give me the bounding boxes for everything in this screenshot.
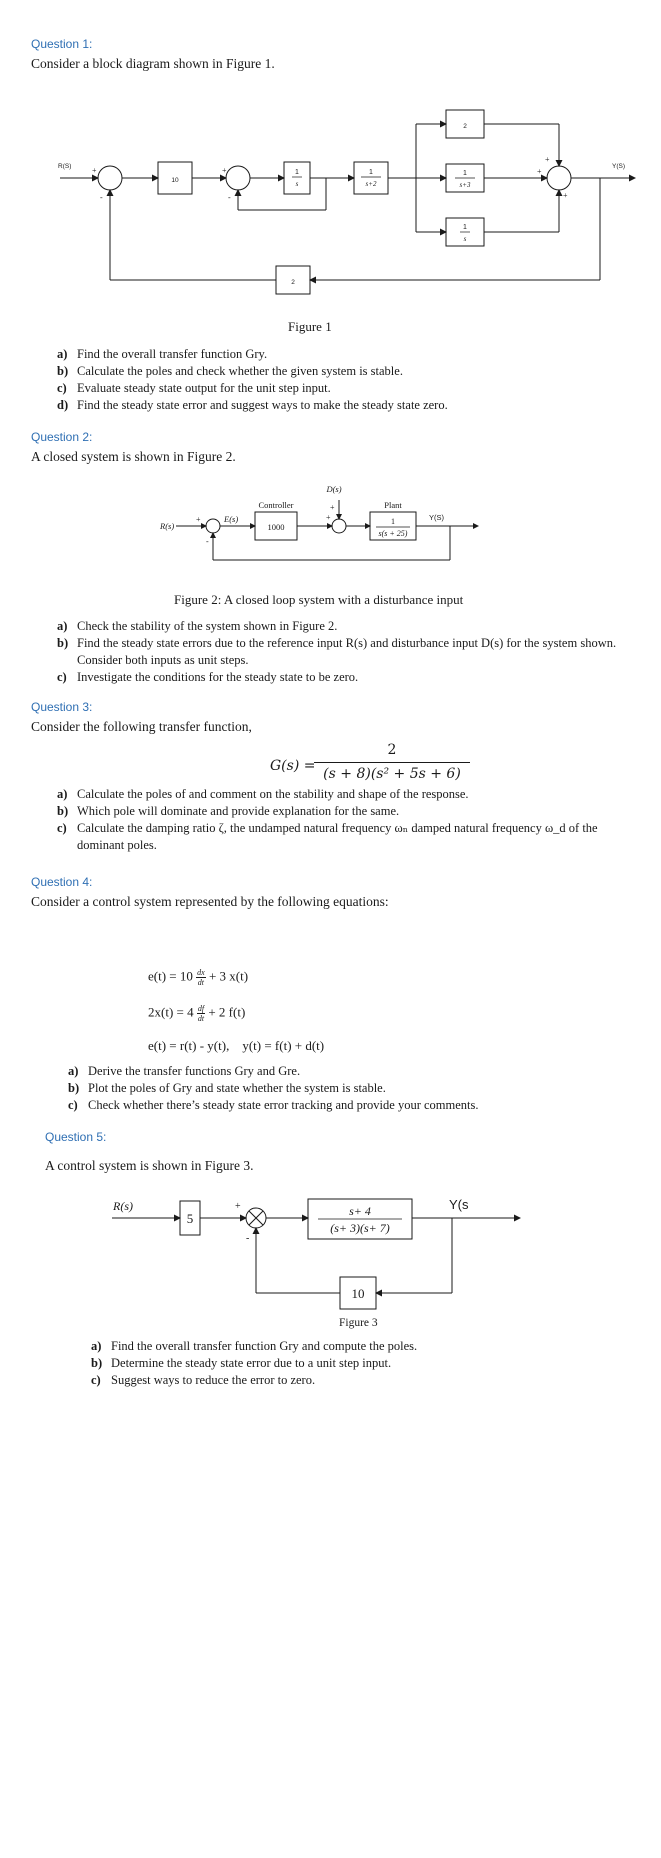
fig1-j2-plus: +	[222, 166, 227, 175]
fig2-plant-den: s(s + 25)	[378, 529, 408, 538]
q4-part-c: c) Check whether there’s steady state error tracking and provide your comments.	[68, 1098, 479, 1112]
q2-part-b: b) Find the steady state errors due to the reference input R(s) and disturbance input D(s) for the system shown. Consider both inputs as unit steps.	[57, 636, 617, 667]
fig1-int-den: s	[295, 180, 299, 188]
summing-junction-1	[98, 166, 122, 190]
fig3-output-label: Y(s	[449, 1197, 469, 1212]
fig2-error-label: E(s)	[224, 514, 239, 524]
figure-2-block-diagram	[0, 470, 661, 580]
figure-1-caption: Figure 1	[288, 319, 332, 334]
question-1-parts	[57, 346, 637, 414]
fig3-plus: +	[235, 1201, 241, 1212]
question-2-intro: A closed system is shown in Figure 2.	[31, 449, 236, 464]
fig1-top-gain: 2	[463, 123, 467, 130]
question-3-parts	[57, 786, 637, 854]
block-plant	[354, 162, 388, 194]
question-5-parts	[91, 1338, 641, 1389]
fig1-mid-den: s+3	[459, 181, 471, 189]
question-4-equation-2: 2x(t) = 4 $\frac{df}{dt}$ + 2 f(t)	[148, 1004, 246, 1023]
fig2-disturbance-label: D(s)	[326, 484, 342, 494]
tf-fraction-bar	[314, 762, 470, 763]
q3-part-c: c) Calculate the damping ratio ζ, the undamped natural frequency ωₙ damped natural frequency ω_d of the dominant poles.	[57, 821, 598, 852]
fig3-feedback-gain: 10	[351, 1286, 365, 1301]
fig2-summing-junction-2	[332, 519, 346, 533]
q1-part-a: a) Find the overall transfer function Gry.	[57, 347, 268, 361]
q5-part-c: c) Suggest ways to reduce the error to zero.	[91, 1373, 316, 1387]
question-2-heading: Question 2:	[31, 430, 93, 444]
fig2-controller-gain: 1000	[267, 522, 285, 532]
question-2-parts	[57, 618, 627, 686]
fig1-feedback-gain: 2	[291, 279, 295, 286]
fig1-j3-plus-low: +	[563, 191, 568, 200]
q5-part-a: a) Find the overall transfer function Gry and compute the poles.	[91, 1339, 418, 1353]
q5-part-b: b) Determine the steady state error due to a unit step input.	[91, 1356, 392, 1370]
fig1-j3-plus-top: +	[545, 155, 550, 164]
question-4-equation-1: e(t) = 10 $\frac{dx}{dt}$ + 3 x(t)	[148, 968, 249, 987]
fig1-plant-num: 1	[369, 169, 373, 176]
q1-part-b: b) Calculate the poles and check whether the given system is stable.	[57, 364, 403, 378]
question-5-intro: A control system is shown in Figure 3.	[45, 1158, 254, 1173]
fig1-j1-minus: -	[100, 193, 103, 202]
fig2-controller-label: Controller	[258, 500, 294, 510]
tf-numerator: 2	[387, 742, 397, 758]
q1-part-c: c) Evaluate steady state output for the unit step input.	[57, 381, 331, 395]
question-3-transfer-function	[270, 742, 470, 788]
question-1-heading: Question 1:	[31, 37, 93, 51]
tf-denominator: (s + 8)(s² + 5s + 6)	[323, 766, 461, 782]
question-5-heading: Question 5:	[45, 1130, 107, 1144]
figure-1-block-diagram	[0, 100, 661, 300]
fig1-gain1: 10	[171, 177, 179, 184]
q1-part-d: d) Find the steady state error and suggest ways to make the steady state zero.	[57, 398, 448, 412]
fig2-summing-junction-1	[206, 519, 220, 533]
q2-part-a: a) Check the stability of the system shown in Figure 2.	[57, 619, 338, 633]
fig2-input-label: R(s)	[160, 521, 175, 531]
fig1-j2-minus: -	[228, 193, 231, 202]
fig2-j1-minus: -	[206, 537, 209, 546]
fig1-int-num: 1	[295, 169, 299, 176]
question-3-intro: Consider the following transfer function,	[31, 719, 252, 734]
fig1-j1-plus: +	[92, 166, 97, 175]
fig2-j2-plus-left: +	[326, 513, 331, 522]
fig2-j2-plus-top: +	[330, 503, 335, 512]
fig3-plant-den: (s+ 3)(s+ 7)	[330, 1221, 390, 1235]
summing-junction-3	[547, 166, 571, 190]
q3-part-a: a) Calculate the poles of and comment on the stability and shape of the response.	[57, 787, 469, 801]
question-4-equation-3: e(t) = r(t) - y(t), y(t) = f(t) + d(t)	[148, 1038, 325, 1053]
tf-lhs: G(s) =	[270, 758, 316, 774]
fig2-plant-label: Plant	[384, 500, 402, 510]
fig2-output-label: Y(S)	[429, 513, 444, 522]
question-4-parts	[68, 1063, 638, 1114]
question-4-heading: Question 4:	[31, 875, 93, 889]
fig1-j3-plus-mid: +	[537, 167, 542, 176]
question-4-intro: Consider a control system represented by the following equations:	[31, 894, 389, 909]
q4-part-a: a) Derive the transfer functions Gry and Gre.	[68, 1064, 301, 1078]
fig3-plant-num: s+ 4	[349, 1204, 371, 1218]
question-1-intro: Consider a block diagram shown in Figure 1.	[31, 56, 275, 71]
q3-part-b: b) Which pole will dominate and provide explanation for the same.	[57, 804, 400, 818]
fig2-j1-plus: +	[196, 515, 201, 524]
fig1-low-den: s	[463, 235, 467, 243]
fig3-minus: -	[246, 1233, 250, 1244]
q2-part-c: c) Investigate the conditions for the steady state to be zero.	[57, 670, 359, 684]
fig1-output-label: Y(S)	[612, 163, 625, 170]
summing-junction-2	[226, 166, 250, 190]
q4-part-b: b) Plot the poles of Gry and state whether the system is stable.	[68, 1081, 386, 1095]
fig1-low-num: 1	[463, 224, 467, 231]
fig1-input-label: R(S)	[58, 163, 72, 170]
figure-2-caption: Figure 2: A closed loop system with a disturbance input	[174, 592, 464, 607]
figure-3-caption: Figure 3	[339, 1317, 378, 1329]
question-3-heading: Question 3:	[31, 700, 93, 714]
fig1-mid-num: 1	[463, 170, 467, 177]
fig2-plant-num: 1	[391, 517, 395, 526]
figure-3-block-diagram	[0, 1185, 661, 1325]
fig3-input-label: R(s)	[113, 1199, 133, 1213]
block-integrator	[284, 162, 310, 194]
fig3-gain-value: 5	[186, 1211, 194, 1226]
fig1-plant-den: s+2	[365, 180, 377, 188]
